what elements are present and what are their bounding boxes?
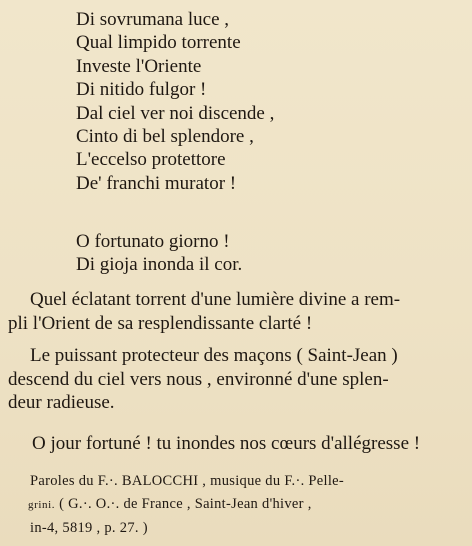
prose-line: pli l'Orient de sa resplendissante clarté ! — [8, 312, 313, 334]
italian-verse-refrain — [76, 230, 242, 277]
verse-line: Di sovrumana luce , — [76, 9, 230, 30]
french-translation-paragraph-1 — [8, 288, 401, 335]
credit-line: in-4, 5819 , p. 27. ) — [30, 520, 148, 536]
verse-line: L'eccelso protettore — [76, 149, 226, 171]
prose-line: O jour fortuné ! tu inondes nos cœurs d'allégresse ! — [32, 433, 421, 454]
credit-line — [28, 493, 344, 517]
prose-line: descend du ciel vers nous , environné d'une splen- — [8, 368, 389, 390]
verse-line: Di gioja inonda il cor. — [76, 254, 243, 276]
credit-line: Paroles du F.·. BALOCCHI , musique du F.·. Pelle- — [30, 473, 345, 489]
attribution-note — [30, 470, 344, 540]
verse-line: De' franchi murator ! — [76, 172, 237, 194]
italian-verse-stanza-1 — [76, 8, 274, 195]
verse-line: Investe l'Oriente — [76, 55, 202, 77]
credit-source: ( G.·. O.·. de France , Saint-Jean d'hiver , — [55, 496, 312, 512]
verse-line: Di nitido fulgor ! — [76, 79, 207, 101]
credit-smallcaps: grini. — [28, 499, 56, 511]
prose-line: Le puissant protecteur des maçons ( Saint-Jean ) — [30, 345, 398, 366]
french-translation-paragraph-2 — [8, 344, 398, 415]
prose-line: Quel éclatant torrent d'une lumière divine a rem- — [30, 289, 401, 310]
verse-line: Cinto di bel splendore , — [76, 126, 254, 148]
verse-line: O fortunato giorno ! — [76, 231, 230, 252]
verse-line: Qual limpido torrente — [76, 32, 241, 54]
french-translation-paragraph-3 — [32, 432, 420, 456]
prose-line: deur radieuse. — [8, 392, 115, 413]
verse-line: Dal ciel ver noi discende , — [76, 102, 275, 124]
